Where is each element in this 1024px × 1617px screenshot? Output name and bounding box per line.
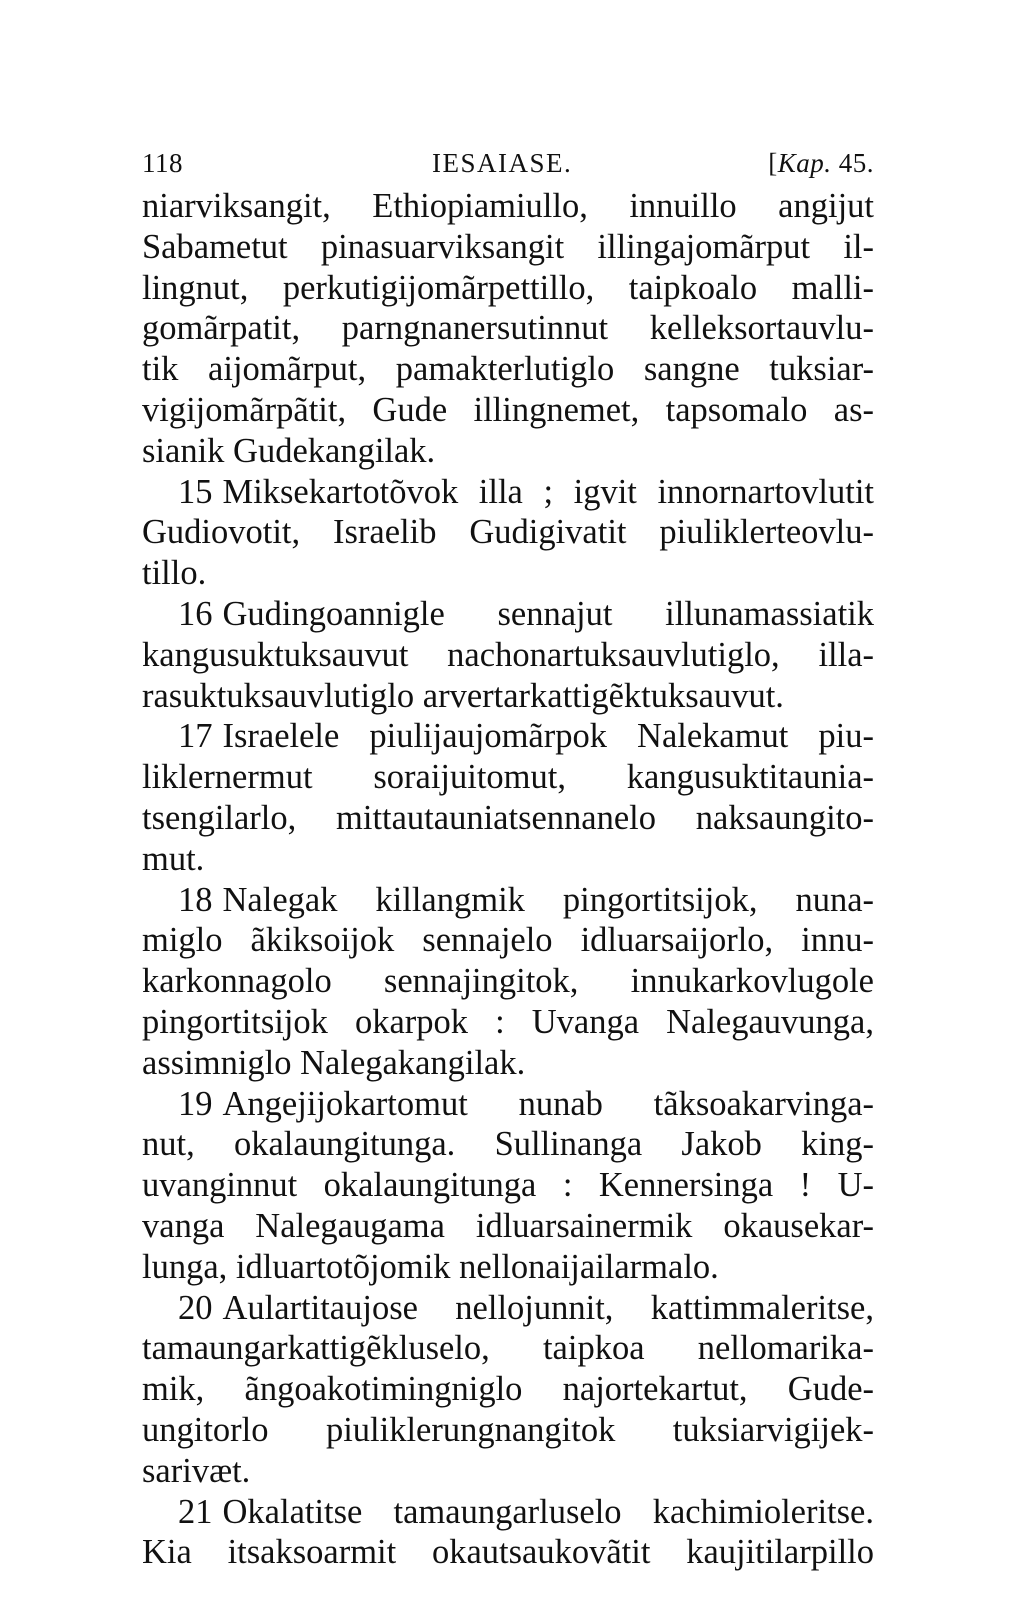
verse-number: 16: [178, 594, 213, 633]
body-text: [142, 186, 874, 1573]
verse-number: 15: [178, 472, 213, 511]
running-title: IESAIASE.: [432, 148, 573, 178]
text-line: assimniglo Nalegakangilak.: [142, 1043, 526, 1082]
verse-number: 18: [178, 880, 213, 919]
verse-text: Gudingoannigle sennajut illunamassiatik: [222, 594, 874, 633]
verse-number: 17: [178, 717, 213, 756]
text-line: pingortitsijok okarpok : Uvanga Nalegauvunga,: [142, 1002, 874, 1041]
chapter-ref-number: 45.: [831, 148, 874, 178]
verse-17-line: [142, 716, 874, 757]
verse-16-line: [142, 594, 874, 635]
text-line: mut.: [142, 839, 205, 878]
text-line: gomãrpatit, parngnanersutinnut kelleksortauvlu-: [142, 309, 874, 348]
chapter-ref-label: Kap.: [777, 148, 832, 178]
text-line: Sabametut pinasuarviksangit illingajomãrput il-: [142, 227, 874, 266]
text-line: karkonnagolo sennajingitok, innukarkovlugole: [142, 962, 874, 1001]
text-line: rasuktuksauvlutiglo arvertarkattigẽktuksauvut.: [142, 676, 784, 715]
text-line: niarviksangit, Ethiopiamiullo, innuillo angijut: [142, 187, 874, 225]
text-line: vigijomãrpãtit, Gude illingnemet, tapsomalo as-: [142, 390, 874, 429]
verse-number: 20: [178, 1288, 213, 1327]
verse-text: Nalegak killangmik pingortitsijok, nuna-: [222, 880, 874, 919]
page-number: 118: [142, 148, 183, 178]
text-line: sianik Gudekangilak.: [142, 431, 436, 470]
verse-19-line: [142, 1084, 874, 1125]
verse-text: Angejijokartomut nunab tãksoakarvinga-: [222, 1084, 874, 1123]
text-line: sarivæt.: [142, 1451, 251, 1490]
verse-15-line: [142, 472, 874, 513]
page: [142, 140, 874, 1573]
chapter-reference: [768, 148, 874, 179]
text-line: mik, ãngoakotimingniglo najortekartut, Gude-: [142, 1370, 874, 1409]
verse-text: Miksekartotõvok illa ; igvit innornartovlutit: [222, 472, 874, 511]
text-line: ungitorlo piuliklerungnangitok tuksiarvigijek-: [142, 1410, 874, 1449]
text-line: Gudiovotit, Israelib Gudigivatit piuliklerteovlu-: [142, 513, 874, 552]
verse-text: Aulartitaujose nellojunnit, kattimmaleritse,: [222, 1288, 874, 1327]
text-line: vanga Nalegaugama idluarsainermik okausekar-: [142, 1206, 874, 1245]
text-line: tsengilarlo, mittautauniatsennanelo naksaungito-: [142, 798, 874, 837]
running-head: [142, 140, 874, 186]
verse-20-line: [142, 1288, 874, 1329]
verse-text: Israelele piulijaujomãrpok Nalekamut piu-: [222, 717, 874, 756]
text-line: liklernermut soraijuitomut, kangusuktitaunia-: [142, 758, 874, 797]
text-line: nut, okalaungitunga. Sullinanga Jakob king-: [142, 1125, 874, 1164]
verse-text: Okalatitse tamaungarluselo kachimioleritse.: [222, 1492, 874, 1531]
verse-21-line: [142, 1492, 874, 1533]
text-line: miglo ãkiksoijok sennajelo idluarsaijorlo, innu-: [142, 921, 874, 960]
text-line: lingnut, perkutigijomãrpettillo, taipkoalo malli-: [142, 268, 874, 307]
chapter-ref-bracket: [: [768, 148, 778, 178]
text-line: tillo.: [142, 554, 207, 593]
text-line: tamaungarkattigẽkluselo, taipkoa nellomarika-: [142, 1329, 874, 1368]
text-line: lunga, idluartotõjomik nellonaijailarmalo.: [142, 1247, 719, 1286]
text-line: uvanginnut okalaungitunga : Kennersinga ! U-: [142, 1166, 874, 1205]
text-line: tik aijomãrput, pamakterlutiglo sangne tuksiar-: [142, 350, 874, 389]
verse-number: 21: [178, 1492, 213, 1531]
text-line: Kia itsaksoarmit okautsaukovãtit kaujitilarpillo: [142, 1533, 874, 1572]
text-line: kangusuktuksauvut nachonartuksauvlutiglo, illa-: [142, 635, 874, 674]
verse-18-line: [142, 880, 874, 921]
verse-number: 19: [178, 1084, 213, 1123]
